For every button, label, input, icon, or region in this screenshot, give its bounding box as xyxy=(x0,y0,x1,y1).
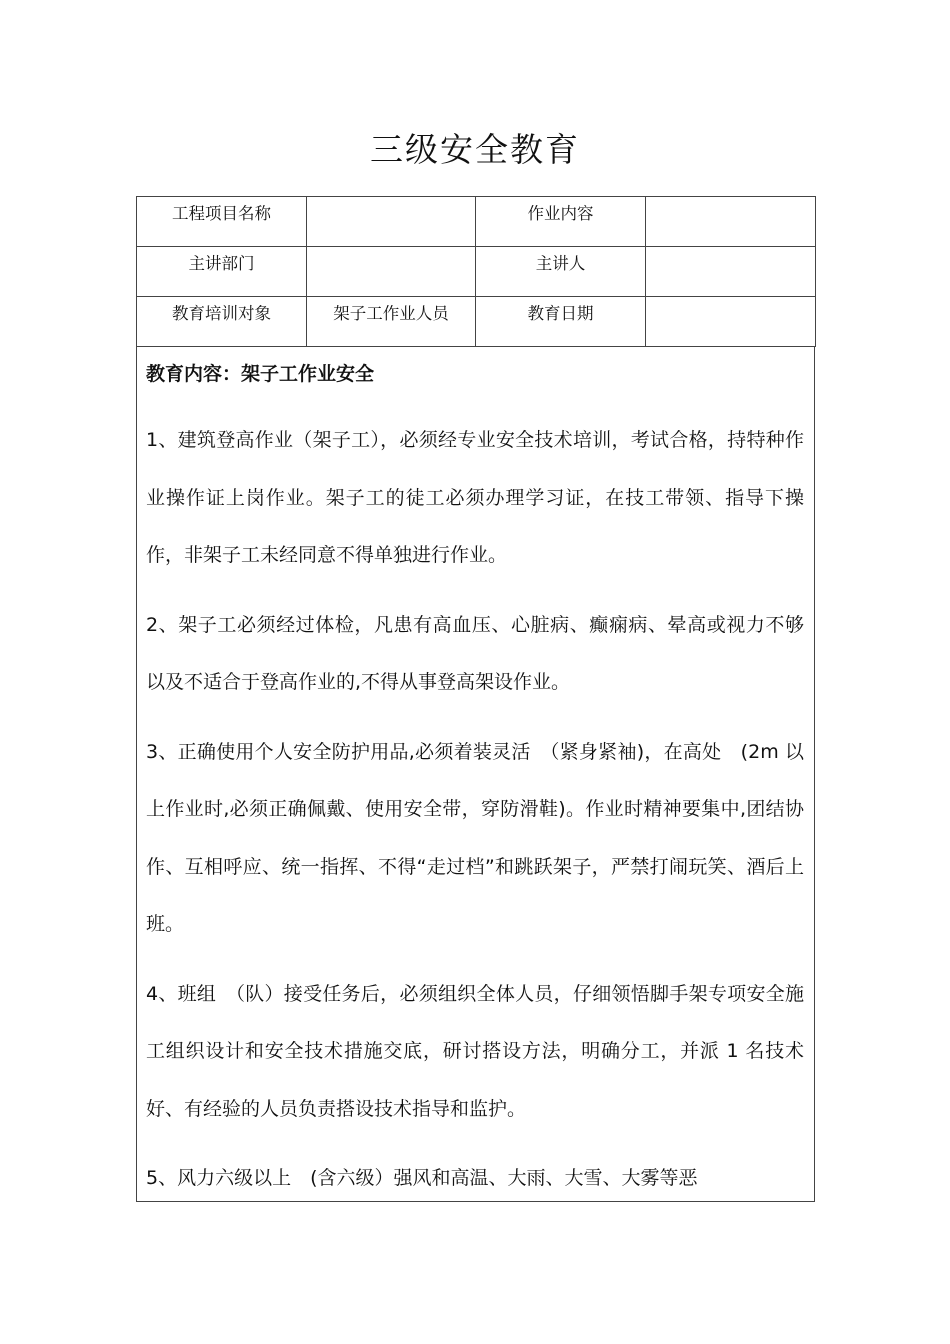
value-lecturer[interactable] xyxy=(646,247,816,297)
value-date[interactable] xyxy=(646,297,816,347)
content-paragraph-1: 1、建筑登高作业（架子工），必须经专业安全技术培训，考试合格，持特种作业操作证上岗作业。架子工的徒工必须办理学习证，在技工带领、指导下操作，非架子工未经同意不得单独进行作业。 xyxy=(146,429,804,566)
info-form-table xyxy=(136,196,816,347)
form-row-trainees xyxy=(137,297,816,347)
value-work-content[interactable] xyxy=(646,197,816,247)
value-project-name[interactable] xyxy=(307,197,476,247)
label-date: 教育日期 xyxy=(476,297,646,347)
document-title: 三级安全教育 xyxy=(370,130,580,169)
content-paragraph-4: 4、班组 （队）接受任务后，必须组织全体人员，仔细领悟脚手架专项安全施工组织设计和安全技术措施交底，研讨搭设方法，明确分工，并派 1 名技术好、有经验的人员负责搭设技术指导和监护。 xyxy=(146,982,804,1120)
content-paragraph-3: 3、正确使用个人安全防护用品,必须着装灵活 （紧身紧袖)，在高处 (2m 以上作业时,必须正确佩戴、使用安全带，穿防滑鞋)。作业时精神要集中,团结协作、互相呼应、统一指挥、不得“走过档”和跳跃架子，严禁打闹玩笑、酒后上班。 xyxy=(146,740,804,935)
content-paragraph-5: 5、风力六级以上 (含六级）强风和高温、大雨、大雪、大雾等恶 xyxy=(146,1167,698,1189)
education-content-box xyxy=(136,346,815,1202)
label-trainees: 教育培训对象 xyxy=(137,297,307,347)
value-department[interactable] xyxy=(307,247,476,297)
label-work-content: 作业内容 xyxy=(476,197,646,247)
content-heading: 教育内容：架子工作业安全 xyxy=(146,363,375,385)
content-paragraph-2: 2、架子工必须经过体检，凡患有高血压、心脏病、癫痫病、晕高或视力不够以及不适合于登高作业的,不得从事登高架设作业。 xyxy=(146,613,804,693)
label-lecturer: 主讲人 xyxy=(476,247,646,297)
form-row-lecturer xyxy=(137,247,816,297)
form-row-project xyxy=(137,197,816,247)
label-department: 主讲部门 xyxy=(137,247,307,297)
label-project-name: 工程项目名称 xyxy=(137,197,307,247)
value-trainees[interactable]: 架子工作业人员 xyxy=(307,297,476,347)
